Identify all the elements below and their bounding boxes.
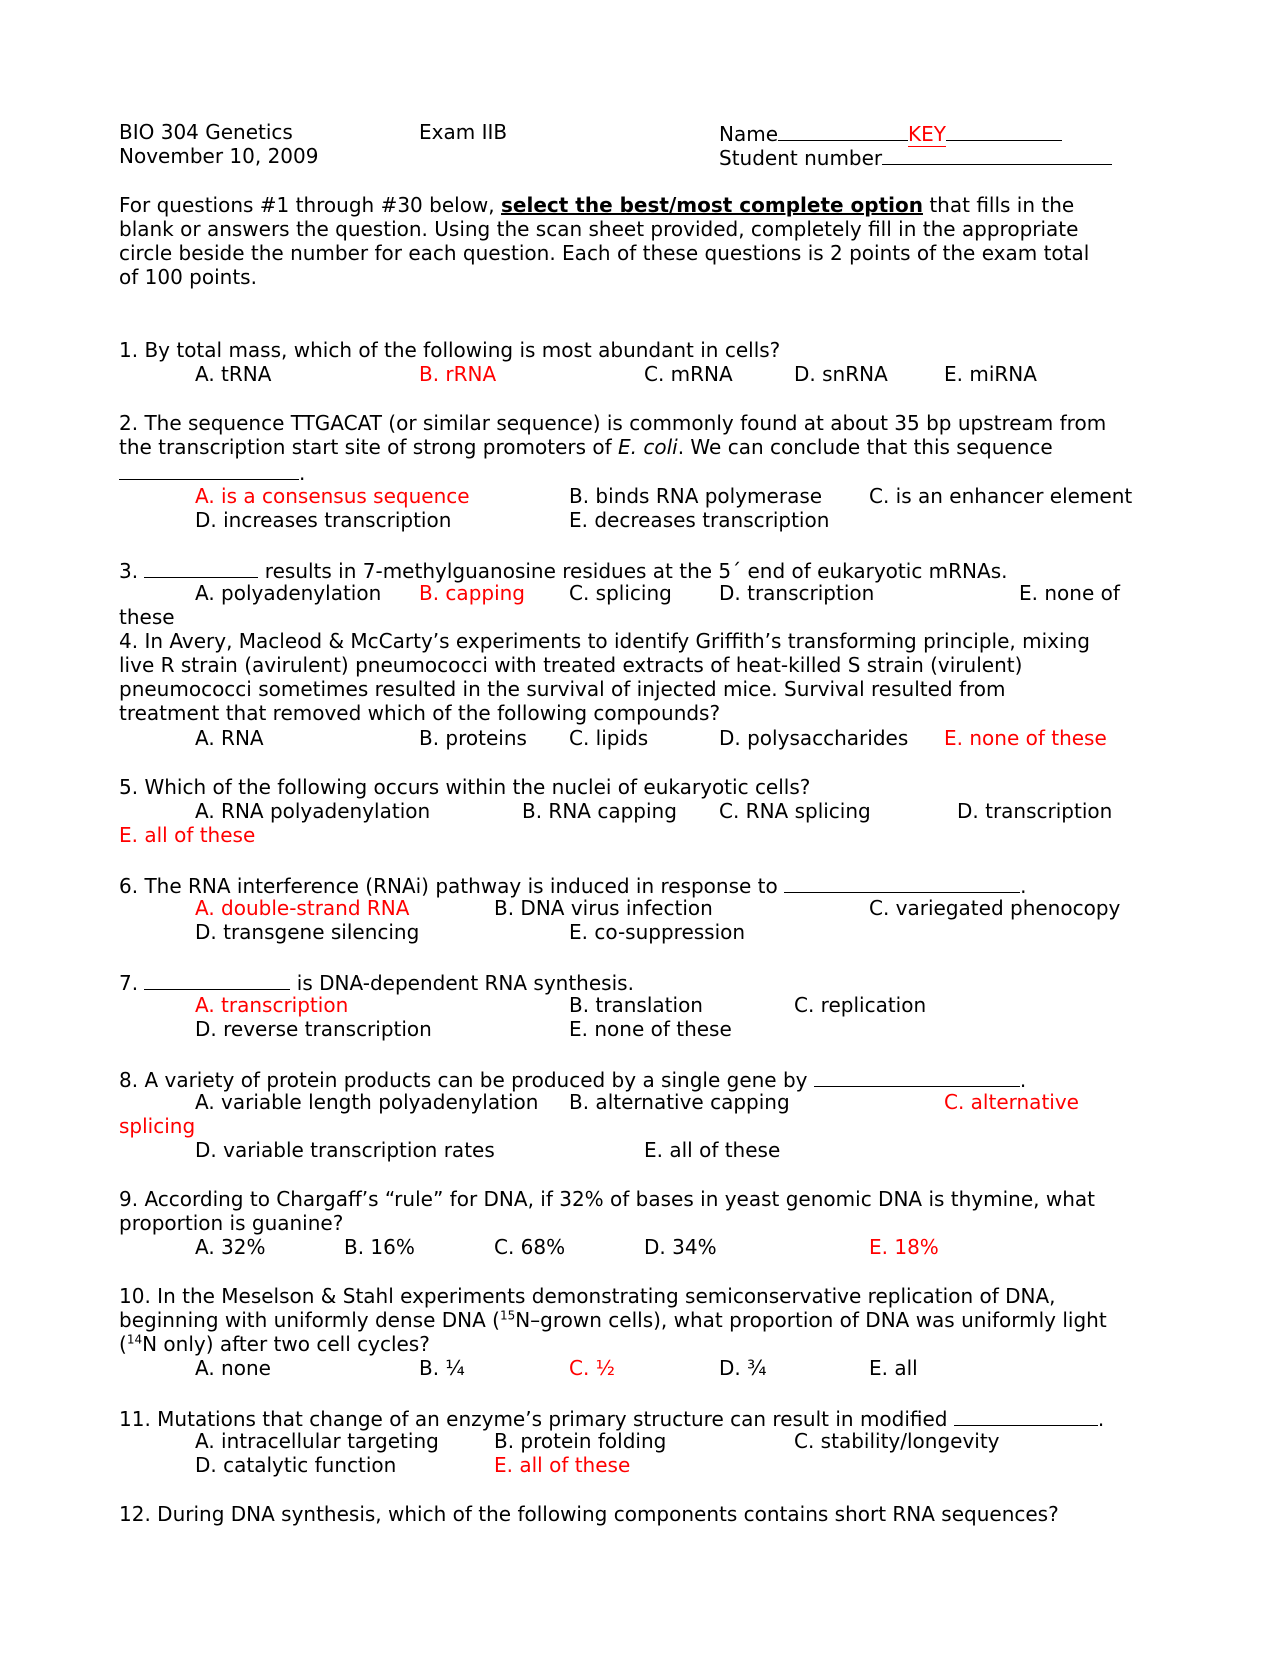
q1-stem: 1. By total mass, which of the following is most abundant in cells?	[119, 338, 781, 362]
q6-option-c: C. variegated phenocopy	[869, 896, 1121, 920]
name-label: Name	[719, 122, 779, 146]
q2-italic: E. coli	[618, 435, 678, 459]
instructions-line-1	[119, 193, 1074, 217]
instructions-text: For questions #1 through #30 below,	[119, 193, 502, 217]
q1-option-a: A. tRNA	[195, 362, 272, 386]
q5-option-d: D. transcription	[957, 799, 1113, 823]
q4-option-e-answer: E. none of these	[944, 726, 1107, 750]
q1-option-e: E. miRNA	[944, 362, 1037, 386]
q3-option-d: D. transcription	[719, 581, 875, 605]
q11-option-c: C. stability/longevity	[794, 1429, 1000, 1453]
q5-option-a: A. RNA polyadenylation	[195, 799, 431, 823]
q4-stem-line-1: 4. In Avery, Macleod & McCarty’s experiments to identify Griffith’s transforming principle, mixing	[119, 629, 1090, 653]
q1-option-b-answer: B. rRNA	[419, 362, 497, 386]
q7-option-b: B. translation	[569, 993, 703, 1017]
q7-blank	[144, 969, 290, 990]
instructions-line-4: of 100 points.	[119, 265, 257, 289]
q7-option-d: D. reverse transcription	[195, 1017, 432, 1041]
q2-option-c: C. is an enhancer element	[869, 484, 1133, 508]
instructions-text: that fills in the	[922, 193, 1075, 217]
q3-option-b-answer: B. capping	[419, 581, 526, 605]
q7-number: 7.	[119, 971, 139, 995]
q10-text: beginning with uniformly dense DNA (	[119, 1308, 500, 1332]
q8-text: 8. A variety of protein products can be produced by a single gene by	[119, 1068, 814, 1092]
q9-option-b: B. 16%	[344, 1235, 415, 1259]
q8-option-b: B. alternative capping	[569, 1090, 790, 1114]
instructions-line-2: blank or answers the question. Using the scan sheet provided, completely fill in the appropriate	[119, 217, 1079, 241]
q11-blank	[954, 1405, 1098, 1426]
q4-stem-line-4: treatment that removed which of the following compounds?	[119, 701, 721, 725]
name-blank-1	[778, 120, 908, 141]
q4-option-b: B. proteins	[419, 726, 527, 750]
q11-stem	[119, 1405, 1104, 1431]
q3-option-e: E. none of	[1019, 581, 1120, 605]
q2-option-a-answer: A. is a consensus sequence	[195, 484, 470, 508]
exam-title: Exam IIB	[419, 120, 508, 144]
q10-stem-line-1: 10. In the Meselson & Stahl experiments demonstrating semiconservative replication of DNA,	[119, 1284, 1056, 1308]
q9-option-d: D. 34%	[644, 1235, 717, 1259]
q4-option-c: C. lipids	[569, 726, 649, 750]
q10-superscript: 14	[126, 1332, 143, 1347]
course-title: BIO 304 Genetics	[119, 120, 293, 144]
instructions-line-3: circle beside the number for each question. Each of these questions is 2 points of the exam total	[119, 241, 1090, 265]
q8-stem	[119, 1066, 1026, 1092]
q1-option-c: C. mRNA	[644, 362, 733, 386]
q7-option-e: E. none of these	[569, 1017, 732, 1041]
q6-period: .	[1020, 874, 1027, 898]
q10-superscript: 15	[499, 1308, 516, 1323]
instructions-emphasis: select the best/most complete option	[501, 193, 923, 217]
q6-stem	[119, 872, 1026, 898]
q2-option-d: D. increases transcription	[195, 508, 452, 532]
q2-text: . We can conclude that this sequence	[677, 435, 1053, 459]
q12-stem: 12. During DNA synthesis, which of the following components contains short RNA sequences?	[119, 1502, 1059, 1526]
q9-option-c: C. 68%	[494, 1235, 566, 1259]
q8-option-d: D. variable transcription rates	[195, 1138, 495, 1162]
q8-option-c-answer: C. alternative	[944, 1090, 1079, 1114]
student-number-label: Student number	[719, 146, 883, 170]
q4-option-d: D. polysaccharides	[719, 726, 909, 750]
q10-option-b: B. ¼	[419, 1356, 465, 1380]
q9-stem-line-1: 9. According to Chargaff’s “rule” for DNA, if 32% of bases in yeast genomic DNA is thymine, what	[119, 1187, 1095, 1211]
q11-period: .	[1097, 1407, 1105, 1431]
q10-text: (	[119, 1332, 127, 1356]
q2-option-b: B. binds RNA polymerase	[569, 484, 823, 508]
q11-text: 11. Mutations that change of an enzyme’s primary structure can result in modified	[119, 1407, 954, 1431]
q2-stem-line-2	[119, 435, 1053, 459]
q5-stem: 5. Which of the following occurs within the nuclei of eukaryotic cells?	[119, 775, 811, 799]
q6-option-d: D. transgene silencing	[195, 920, 420, 944]
q2-text: the transcription start site of strong promoters of	[119, 435, 619, 459]
q6-option-b: B. DNA virus infection	[494, 896, 713, 920]
q7-stem	[119, 969, 634, 995]
q6-blank	[784, 872, 1020, 893]
q3-number: 3.	[119, 559, 139, 583]
q4-option-a: A. RNA	[195, 726, 264, 750]
q8-option-c-answer-wrap: splicing	[119, 1114, 196, 1138]
q5-option-b: B. RNA capping	[522, 799, 677, 823]
q9-stem-line-2: proportion is guanine?	[119, 1211, 344, 1235]
q5-option-e-answer: E. all of these	[119, 823, 256, 847]
q2-option-e: E. decreases transcription	[569, 508, 830, 532]
q10-option-a: A. none	[195, 1356, 271, 1380]
q11-option-b: B. protein folding	[494, 1429, 667, 1453]
q9-option-e-answer: E. 18%	[869, 1235, 939, 1259]
q11-option-d: D. catalytic function	[195, 1453, 397, 1477]
q6-option-a-answer: A. double-strand RNA	[195, 896, 410, 920]
q2-blank	[119, 459, 299, 480]
q3-blank	[144, 557, 258, 578]
exam-date: November 10, 2009	[119, 144, 319, 168]
q6-text: 6. The RNA interference (RNAi) pathway is induced in response to	[119, 874, 785, 898]
q3-option-a: A. polyadenylation	[195, 581, 382, 605]
q10-option-e: E. all	[869, 1356, 918, 1380]
student-number-blank	[882, 144, 1112, 165]
q10-option-c-answer: C. ½	[569, 1356, 616, 1380]
q10-option-d: D. ¾	[719, 1356, 767, 1380]
q9-option-a: A. 32%	[195, 1235, 266, 1259]
name-line	[719, 120, 1062, 146]
q8-blank	[814, 1066, 1020, 1087]
q7-option-a-answer: A. transcription	[195, 993, 349, 1017]
q3-option-e-wrap: these	[119, 605, 175, 629]
q5-option-c: C. RNA splicing	[719, 799, 871, 823]
q3-text: results in 7-methylguanosine residues at the 5´ end of eukaryotic mRNAs.	[258, 559, 1008, 583]
q10-text: N–grown cells), what proportion of DNA was uniformly light	[515, 1308, 1107, 1332]
q2-stem-line-1: 2. The sequence TTGACAT (or similar sequence) is commonly found at about 35 bp upstream from	[119, 411, 1107, 435]
q2-blank-line	[119, 459, 305, 485]
q10-text: N only) after two cell cycles?	[142, 1332, 430, 1356]
q4-stem-line-2: live R strain (avirulent) pneumococci with treated extracts of heat-killed S strain (virulent)	[119, 653, 1023, 677]
q10-stem-line-2	[119, 1308, 1107, 1332]
q8-option-a: A. variable length polyadenylation	[195, 1090, 539, 1114]
q8-period: .	[1019, 1068, 1027, 1092]
q1-option-d: D. snRNA	[794, 362, 888, 386]
q4-stem-line-3: pneumococci sometimes resulted in the survival of injected mice. Survival resulted from	[119, 677, 1006, 701]
q3-option-c: C. splicing	[569, 581, 672, 605]
q6-option-e: E. co-suppression	[569, 920, 746, 944]
student-number-line	[719, 144, 1112, 170]
q8-option-e: E. all of these	[644, 1138, 781, 1162]
name-value: KEY	[908, 122, 946, 146]
q3-stem	[119, 557, 1007, 583]
q10-stem-line-3	[119, 1332, 430, 1356]
q11-option-a: A. intracellular targeting	[195, 1429, 439, 1453]
q7-option-c: C. replication	[794, 993, 927, 1017]
q2-period: .	[299, 461, 306, 485]
name-blank-2	[946, 120, 1062, 141]
q7-text: is DNA-dependent RNA synthesis.	[290, 971, 634, 995]
q11-option-e-answer: E. all of these	[494, 1453, 631, 1477]
